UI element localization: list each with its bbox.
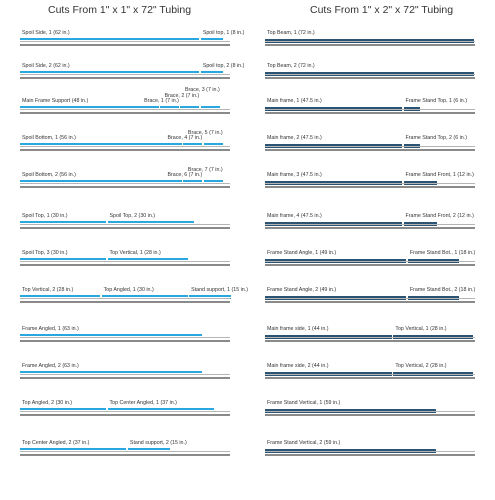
cut-piece-label: Stand support, 2 (15 in.) (129, 440, 187, 446)
cut-piece-label: Spoil Bottom, 1 (56 in.) (22, 135, 76, 141)
cut-piece-label: Brace, 1 (7 in.) (144, 98, 179, 104)
stock-tube-bar (20, 301, 230, 303)
stock-tube-bar (265, 377, 475, 379)
cut-piece-label: Top Center Angled, 2 (37 in.) (22, 440, 90, 446)
right-column-title: Cuts From 1" x 2" x 72" Tubing (310, 4, 454, 16)
cut-piece-label: Frame Stand Front, 2 (12 in.) (405, 213, 474, 219)
cut-piece-label: Frame Angled, 1 (63 in.) (22, 326, 79, 332)
stock-tube-bar (20, 377, 230, 379)
stock-tube-row (265, 355, 475, 379)
cut-piece-label: Main frame, 4 (47.5 in.) (267, 213, 322, 219)
cut-piece-label: Main frame side, 2 (44 in.) (267, 363, 329, 369)
stock-tube-bar (265, 340, 475, 342)
stock-tube-row (20, 392, 230, 416)
stock-tube-row (20, 55, 245, 79)
cut-piece-label: Spoil top, 2 (8 in.) (202, 63, 245, 69)
cut-piece-label: Main Frame Support (48 in.) (22, 98, 89, 104)
stock-tube-bar (265, 454, 475, 456)
cut-piece-label: Frame Stand Vertical, 2 (59 in.) (267, 440, 341, 446)
stock-tube-bar (20, 149, 230, 151)
cut-piece-label: Spoil Bottom, 2 (56 in.) (22, 172, 76, 178)
stock-tube-row (20, 432, 230, 456)
stock-tube-bar (20, 44, 230, 46)
cut-piece-label: Spoil Top, 2 (30 in.) (109, 213, 156, 219)
cut-piece-label: Spoil Top, 1 (30 in.) (22, 213, 68, 219)
stock-tube-bar (265, 264, 475, 266)
cut-piece-label: Main frame, 2 (47.5 in.) (267, 135, 322, 141)
stock-tube-bar (20, 264, 230, 266)
stock-tube-row (265, 22, 475, 46)
stock-tube-row (20, 164, 230, 188)
cut-piece-label: Frame Stand Angle, 2 (49 in.) (267, 287, 337, 293)
stock-tube-bar (20, 454, 230, 456)
stock-tube-row (20, 22, 245, 46)
cut-piece-label: Frame Angled, 2 (63 in.) (22, 363, 79, 369)
cut-piece-label: Frame Stand Front, 1 (12 in.) (405, 172, 474, 178)
stock-tube-row (20, 355, 230, 379)
stock-tube-row (265, 127, 475, 151)
stock-tube-row (265, 318, 475, 342)
cut-piece-label: Spoil top, 1 (8 in.) (202, 30, 245, 36)
cut-piece-label: Frame Stand Vertical, 1 (59 in.) (267, 400, 341, 406)
stock-tube-row (20, 87, 230, 114)
stock-tube-bar (20, 186, 230, 188)
cut-piece-label: Top Center Angled, 1 (37 in.) (109, 400, 177, 406)
stock-tube-bar (265, 77, 475, 79)
stock-tube-row (20, 242, 230, 266)
stock-tube-bar (20, 77, 230, 79)
cut-piece-label: Top Beam, 1 (72 in.) (267, 30, 315, 36)
cut-piece-label: Frame Stand Top, 1 (6 in.) (405, 98, 467, 104)
stock-tube-bar (265, 227, 475, 229)
cut-piece-label: Brace, 2 (7 in.) (164, 92, 200, 99)
stock-tube-row (20, 127, 230, 151)
stock-tube-row (20, 279, 248, 303)
left-column-title: Cuts From 1" x 1" x 72" Tubing (48, 4, 192, 16)
cut-piece-label: Brace, 5 (7 in.) (187, 129, 223, 136)
stock-tube-bar (20, 112, 230, 114)
cut-piece-label: Brace, 7 (7 in.) (187, 166, 223, 173)
stock-tube-row (20, 318, 230, 342)
stock-tube-bar (265, 414, 475, 416)
cut-piece-label: Spoil Side, 2 (62 in.) (22, 63, 70, 69)
cut-piece-label: Top Vertical, 2 (28 in.) (395, 363, 447, 369)
stock-tube-row (20, 205, 230, 229)
stock-tube-bar (265, 301, 475, 303)
stock-tube-row (265, 242, 475, 266)
cut-piece-label: Brace, 4 (7 in.) (167, 135, 203, 141)
stock-tube-row (265, 432, 475, 456)
cut-piece-label: Top Angled, 2 (30 in.) (22, 400, 73, 406)
cut-piece-label: Top Angled, 1 (30 in.) (103, 287, 154, 293)
stock-tube-row (265, 164, 475, 188)
stock-tube-bar (265, 112, 475, 114)
cut-piece-label: Top Vertical, 2 (28 in.) (22, 287, 74, 293)
cut-piece-label: Main frame, 1 (47.5 in.) (267, 98, 322, 104)
stock-tube-bar (265, 186, 475, 188)
stock-tube-bar (20, 414, 230, 416)
cut-piece-label: Spoil Side, 1 (62 in.) (22, 30, 70, 36)
cut-piece-label: Frame Stand Bot., 1 (18 in.) (409, 250, 476, 256)
cut-piece-label: Top Vertical, 1 (28 in.) (395, 326, 447, 332)
stock-tube-bar (20, 340, 230, 342)
stock-tube-row (265, 90, 475, 114)
cut-piece-label: Frame Stand Angle, 1 (49 in.) (267, 250, 337, 256)
stock-tube-row (265, 205, 475, 229)
stock-tube-row (265, 55, 475, 79)
cut-piece-label: Top Beam, 2 (72 in.) (267, 63, 315, 69)
stock-tube-row (265, 392, 475, 416)
cut-piece-label: Top Vertical, 1 (28 in.) (109, 250, 161, 256)
cut-piece-label: Main frame side, 1 (44 in.) (267, 326, 329, 332)
cut-piece-label: Frame Stand Top, 2 (6 in.) (405, 135, 467, 141)
cut-piece-label: Spoil Top, 3 (30 in.) (22, 250, 68, 256)
cut-piece-label: Brace, 3 (7 in.) (184, 87, 220, 93)
stock-tube-row (265, 279, 475, 303)
stock-tube-bar (265, 149, 475, 151)
stock-tube-bar (265, 44, 475, 46)
cut-piece-label: Main frame, 3 (47.5 in.) (267, 172, 322, 178)
cut-piece-label: Brace, 6 (7 in.) (167, 172, 203, 178)
cut-piece-label: Stand support, 1 (15 in.) (191, 287, 248, 293)
cut-piece-label: Frame Stand Bot., 2 (18 in.) (409, 287, 476, 293)
stock-tube-bar (20, 227, 230, 229)
